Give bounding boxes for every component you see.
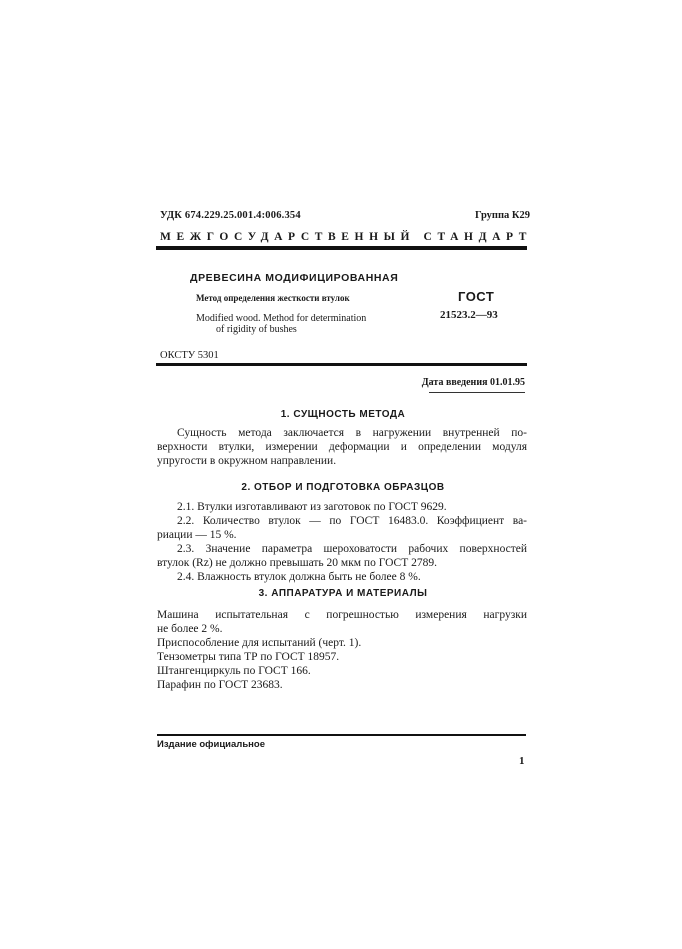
section-2-line: 2.1. Втулки изготавливают из заготовок по ГОСТ 9629. (177, 501, 447, 513)
section-2-line: 2.4. Влажность втулок должна быть не более 8 %. (177, 571, 421, 583)
section-1-heading: 1. СУЩНОСТЬ МЕТОДА (280, 409, 406, 420)
document-subtitle: Метод определения жесткости втулок (196, 293, 350, 303)
gost-number: 21523.2—93 (440, 309, 498, 321)
section-3-heading: 3. АППАРАТУРА И МАТЕРИАЛЫ (258, 588, 428, 599)
introduction-date-underline (429, 392, 525, 393)
section-2-line: втулок (Rz) не должно превышать 20 мкм по ГОСТ 2789. (157, 557, 437, 569)
udk-code: УДК 674.229.25.001.4:006.354 (160, 210, 301, 221)
section-3-line: Тензометры типа ТР по ГОСТ 18957. (157, 651, 340, 663)
introduction-date: Дата введения 01.01.95 (421, 377, 525, 388)
okstu-rule (156, 363, 527, 366)
banner-rule (156, 246, 527, 250)
section-1-body (157, 426, 527, 468)
document-title: ДРЕВЕСИНА МОДИФИЦИРОВАННАЯ (190, 272, 399, 284)
page-number: 1 (519, 755, 525, 767)
section-2-line: 2.2. Количество втулок — по ГОСТ 16483.0. Коэффициент ва- (177, 515, 527, 527)
section-1-line: Сущность метода заключается в нагружении внутренней по- (177, 427, 527, 439)
footer-rule (157, 734, 526, 736)
section-1-line: верхности втулки, измерении деформации и определении модуля (157, 441, 527, 453)
section-2-line: риации — 15 %. (157, 529, 237, 541)
official-edition-label: Издание официальное (157, 739, 265, 750)
section-3-body (157, 608, 527, 692)
gost-label: ГОСТ (458, 289, 495, 304)
section-2-body (157, 500, 527, 584)
section-3-line: Штангенциркуль по ГОСТ 166. (157, 665, 311, 677)
english-title (196, 313, 366, 335)
section-2-heading: 2. ОТБОР И ПОДГОТОВКА ОБРАЗЦОВ (241, 482, 445, 493)
english-title-line-1: Modified wood. Method for determination (196, 313, 367, 324)
section-1-line: упругости в окружном направлении. (157, 455, 337, 467)
section-3-line: Приспособление для испытаний (черт. 1). (157, 637, 362, 649)
section-3-line: не более 2 %. (157, 623, 223, 635)
section-3-line: Парафин по ГОСТ 23683. (157, 679, 283, 691)
okstu-code: ОКСТУ 5301 (160, 350, 219, 361)
standard-banner: МЕЖГОСУДАРСТВЕННЫЙ СТАНДАРТ (160, 231, 533, 243)
english-title-line-2: of rigidity of bushes (216, 324, 297, 335)
group-code: Группа К29 (474, 210, 530, 221)
section-3-line: Машина испытательная с погрешностью измерения нагрузки (157, 609, 527, 621)
section-2-line: 2.3. Значение параметра шероховатости рабочих поверхностей (177, 543, 527, 555)
